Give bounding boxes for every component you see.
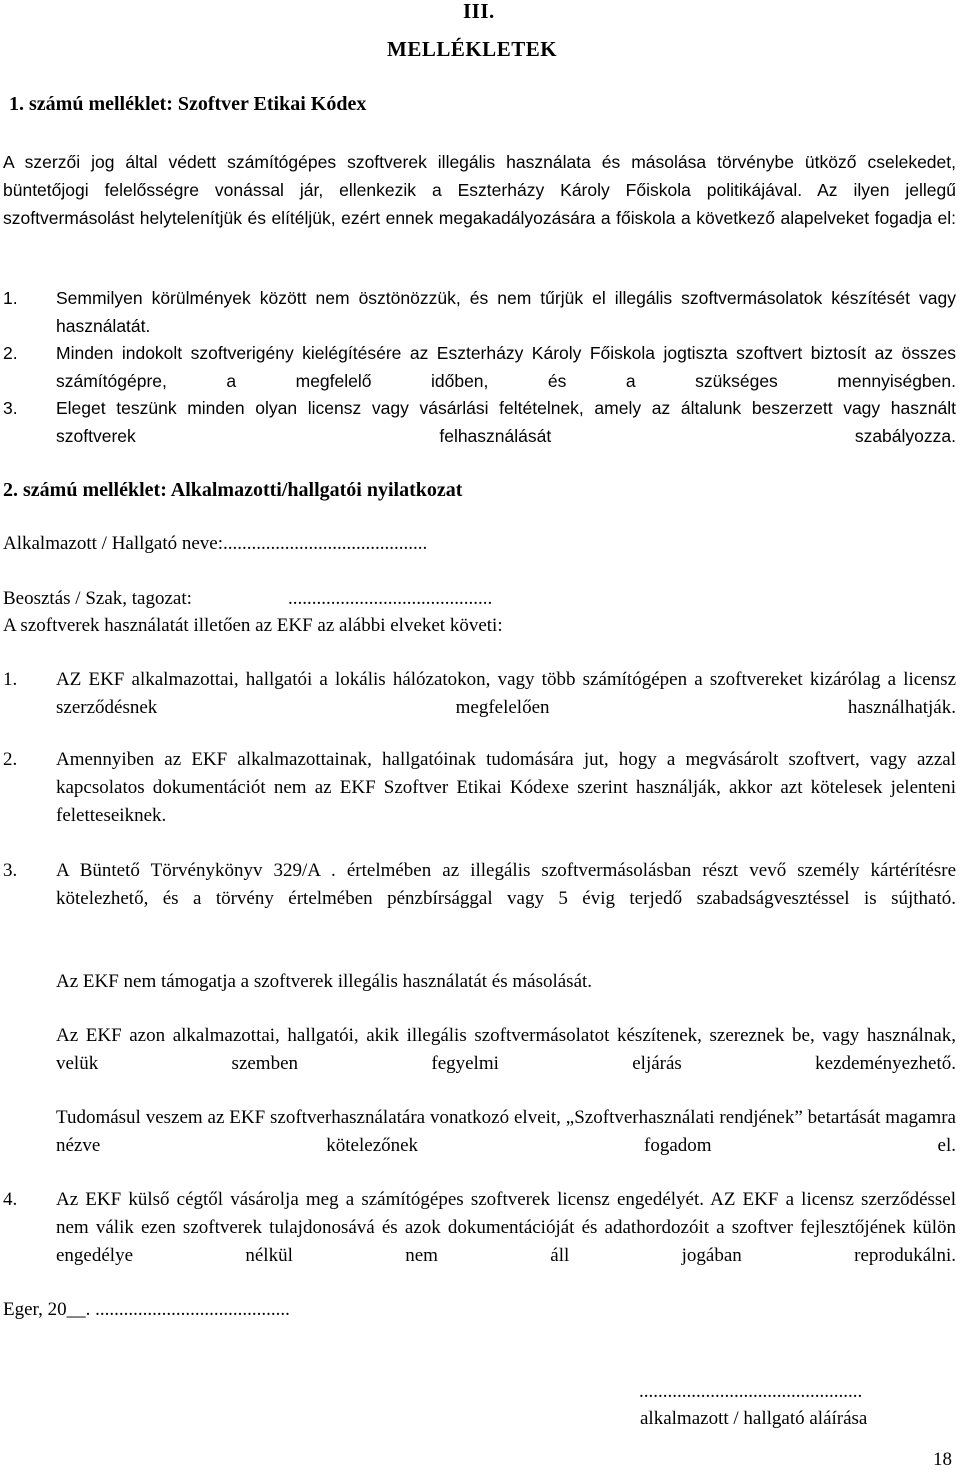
annex2-item-2-number: 2. (3, 749, 18, 770)
annex1-item-3-number: 3. (3, 398, 18, 418)
discipline-paragraph: Az EKF azon alkalmazottai, hallgatói, akik illegális szoftvermásolatot készítenek, szereznek be, vagy használnak, velük szemben fegyelmi eljárás kezdeményezhető. (56, 1025, 956, 1074)
annex2-item-1-number: 1. (3, 669, 18, 690)
annex2-item-4-text: Az EKF külső cégtől vásárolja meg a számítógépes szoftverek licensz engedélyét. AZ EKF a licensz szerződéssel nem válik ezen szoftverek tulajdonosává és azok dokumentációját és adathordozóit a szoftver fejlesztőjének külön engedélye nélkül nem áll jogában reprodukálni. (56, 1189, 956, 1266)
annex2-item-1-text: AZ EKF alkalmazottai, hallgatói a lokális hálózatokon, vagy több számítógépen a szoftvereket kizárólag a licensz szerződésnek megfelelően használhatják. (56, 669, 956, 718)
annex2-item-4-number: 4. (3, 1189, 18, 1210)
annex1-intro: A szerzői jog által védett számítógépes szoftverek illegális használata és másolása törvénybe ütköző cselekedet, büntetőjogi felelősségre vonással jár, ellenkezik a Eszterházy Károly Főiskola politikájával. Az ilyen jellegű szoftvermásolást helytelenítjük és elítéljük, ezért ennek megakadályozására a főiskola a következő alapelveket fogadja el: (3, 152, 956, 228)
signature-label: alkalmazott / hallgató aláírása (640, 1408, 868, 1429)
annex2-item-3-number: 3. (3, 860, 18, 881)
acknowledgement-paragraph: Tudomásul veszem az EKF szoftverhasználatára vonatkozó elveit, „Szoftverhasználati rendjének” betartását magamra nézve kötelezőnek fogadom el. (56, 1107, 956, 1156)
support-paragraph: Az EKF nem támogatja a szoftverek illegális használatát és másolását. (56, 971, 593, 992)
position-field-dots: ........................................... (288, 588, 493, 609)
annex2-item-2-text: Amennyiben az EKF alkalmazottainak, hallgatóinak tudomására jut, hogy a megvásárolt szoftvert, vagy azzal kapcsolatos dokumentációt nem az EKF Szoftver Etikai Kódexe szerint használják, akkor azt kötelesek jelenteni feletteseiknek. (56, 749, 956, 826)
annex1-item-1-number: 1. (3, 288, 18, 308)
page-number: 18 (933, 1449, 952, 1470)
annex1-item-2-number: 2. (3, 343, 18, 363)
section-number: III. (463, 0, 495, 23)
annex1-item-3-text: Eleget teszünk minden olyan licensz vagy vásárlási feltételnek, amely az általunk beszerzett vagy használt szoftverek felhasználását szabályozza. (56, 398, 956, 446)
annex2-item-3-text: A Büntető Törvénykönyv 329/A . értelmében az illegális szoftvermásolásban részt vevő személy kártérítésre kötelezhető, és a törvény értelmében pénzbírsággal vagy 5 évig terjedő szabadságvesztéssel is sújtható. (56, 860, 956, 909)
section-title: MELLÉKLETEK (387, 37, 558, 61)
name-field: Alkalmazott / Hallgató neve:........................................... (3, 533, 428, 554)
position-field-label: Beosztás / Szak, tagozat: (3, 588, 192, 609)
follows-line: A szoftverek használatát illetően az EKF az alábbi elveket követi: (3, 615, 503, 636)
annex1-heading: 1. számú melléklet: Szoftver Etikai Kódex (9, 93, 367, 115)
place-date-line: Eger, 20__. ......................................... (3, 1299, 290, 1320)
signature-dots: ............................................... (639, 1381, 863, 1402)
annex1-item-2-text: Minden indokolt szoftverigény kielégítésére az Eszterházy Károly Főiskola jogtiszta szoftvert biztosít az összes számítógépre, a megfelelő időben, és a szükséges mennyiségben. (56, 343, 956, 391)
annex1-item-1-text: Semmilyen körülmények között nem ösztönözzük, és nem tűrjük el illegális szoftvermásolatok készítését vagy használatát. (56, 288, 956, 336)
annex2-heading: 2. számú melléklet: Alkalmazotti/hallgatói nyilatkozat (3, 479, 463, 501)
